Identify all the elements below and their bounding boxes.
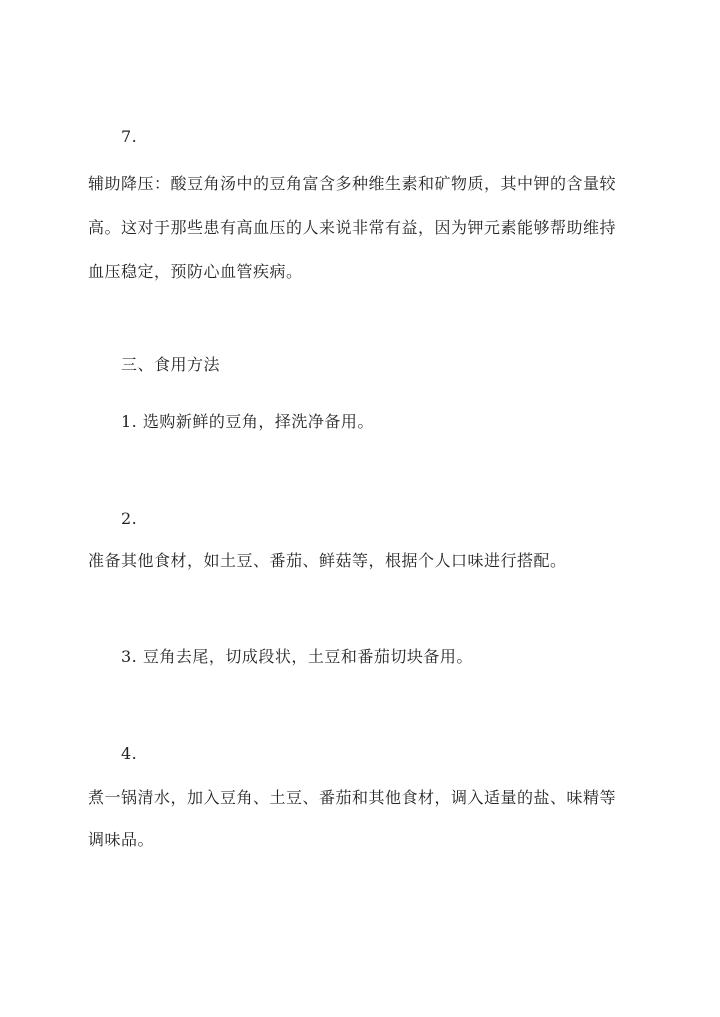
step-2-number: 2.: [121, 509, 138, 528]
item-7-number: 7.: [121, 127, 138, 146]
item-7-line-1: 辅助降压：酸豆角汤中的豆角富含多种维生素和矿物质，其中钾的含量较: [88, 174, 617, 193]
section-heading: 三、食用方法: [121, 355, 221, 374]
item-7-line-3: 血压稳定，预防心血管疾病。: [88, 262, 303, 281]
step-2-text: 准备其他食材，如土豆、番茄、鲜菇等，根据个人口味进行搭配。: [88, 551, 567, 570]
item-7-line-2: 高。这对于那些患有高血压的人来说非常有益，因为钾元素能够帮助维持: [88, 218, 617, 237]
step-3: 3. 豆角去尾，切成段状，土豆和番茄切块备用。: [121, 647, 473, 666]
step-4-line-2: 调味品。: [88, 830, 155, 849]
step-4-number: 4.: [121, 744, 138, 763]
step-1: 1. 选购新鲜的豆角，择洗净备用。: [121, 412, 374, 431]
step-4-line-1: 煮一锅清水，加入豆角、土豆、番茄和其他食材，调入适量的盐、味精等: [88, 788, 617, 807]
